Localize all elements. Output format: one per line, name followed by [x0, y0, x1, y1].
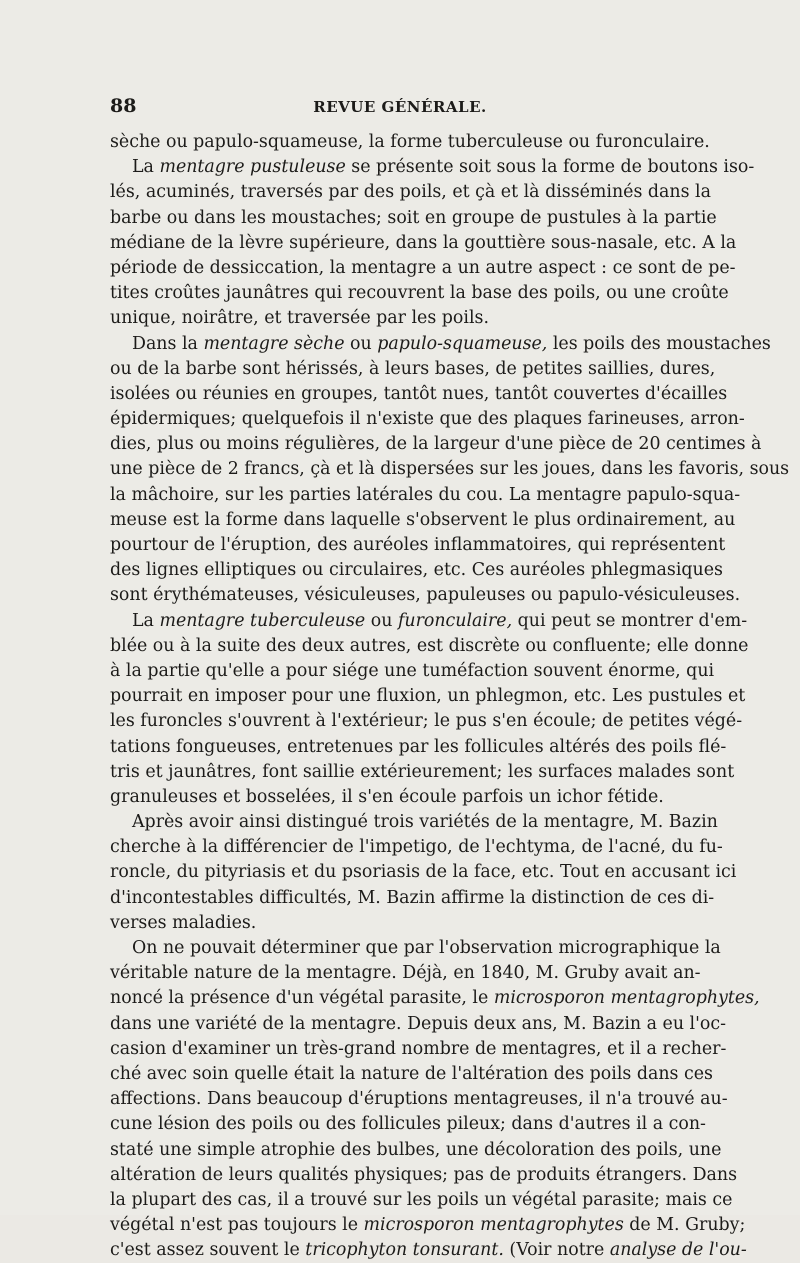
text-segment: c'est assez souvent le [110, 1240, 306, 1261]
text-segment: cune lésion des poils ou des follicules pileux; dans d'autres il a con- [110, 1114, 706, 1135]
text-line [110, 886, 715, 911]
text-segment: tris et jaunâtres, font saillie extérieurement; les surfaces malades sont [110, 761, 735, 782]
text-line [110, 256, 736, 281]
text-segment: les furoncles s'ouvrent à l'extérieur; le pus s'en écoule; de petites végé- [110, 711, 743, 732]
italic-term: analyse de l'ou- [609, 1240, 747, 1261]
text-segment: verses maladies. [110, 912, 257, 933]
text-line [110, 1012, 726, 1037]
text-line [110, 533, 726, 558]
text-segment: de M. Gruby; [623, 1215, 746, 1236]
text-segment: à la partie qu'elle a pour siége une tuméfaction souvent énorme, qui [110, 660, 715, 681]
text-line [110, 609, 748, 634]
text-line [110, 407, 745, 432]
text-line [110, 936, 721, 961]
text-line [110, 1163, 738, 1188]
text-segment: ou [344, 333, 378, 354]
text-segment: (Voir notre [503, 1240, 610, 1261]
text-line [110, 986, 760, 1011]
text-line [110, 860, 737, 885]
text-segment: les poils des moustaches [547, 333, 771, 354]
text-segment: roncle, du pityriasis et du psoriasis de la face, etc. Tout en accusant ici [110, 862, 737, 883]
text-segment: noncé la présence d'un végétal parasite, le [110, 988, 494, 1009]
text-segment: végétal n'est pas toujours le [110, 1215, 364, 1236]
text-line [110, 281, 729, 306]
text-segment: cherche à la différencier de l'impetigo, de l'echtyma, de l'acné, du fu- [110, 837, 723, 858]
text-line [110, 684, 746, 709]
text-line [110, 231, 737, 256]
text-line [110, 130, 710, 155]
text-segment: altération de leurs qualités physiques; pas de produits étrangers. Dans [110, 1164, 738, 1185]
page-header [110, 95, 690, 121]
text-line [110, 785, 690, 810]
text-segment: Après avoir ainsi distingué trois variétés de la mentagre, M. Bazin [132, 812, 718, 833]
text-segment: ché avec soin quelle était la nature de l'altération des poils dans ces [110, 1063, 713, 1084]
text-segment: casion d'examiner un très-grand nombre de mentagres, et il a recher- [110, 1038, 727, 1059]
text-segment: dans une variété de la mentagre. Depuis deux ans, M. Bazin a eu l'oc- [110, 1013, 726, 1034]
text-segment: unique, noirâtre, et traversée par les poils. [110, 308, 489, 329]
text-line [110, 306, 690, 331]
text-segment: Dans la [132, 333, 204, 354]
text-segment: se présente soit sous la forme de boutons iso- [345, 157, 755, 178]
text-segment: sèche ou papulo-squameuse, la forme tuberculeuse ou furonculaire. [110, 132, 710, 152]
text-segment: La [132, 610, 160, 631]
text-segment: médiane de la lèvre supérieure, dans la gouttière sous-nasale, etc. A la [110, 232, 737, 253]
text-segment: On ne pouvait déterminer que par l'observation micrographique la [132, 938, 721, 958]
text-line [110, 332, 771, 357]
text-segment: staté une simple atrophie des bulbes, une décoloration des poils, une [110, 1139, 722, 1160]
text-line [110, 961, 701, 986]
text-segment: tations fongueuses, entretenues par les follicules altérés des poils flé- [110, 736, 727, 757]
italic-term: mentagre pustuleuse [159, 157, 346, 178]
text-line [110, 382, 728, 407]
text-segment: pourtour de l'éruption, des auréoles inflammatoires, qui représentent [110, 535, 726, 555]
text-segment: véritable nature de la mentagre. Déjà, en 1840, M. Gruby avait an- [110, 963, 701, 984]
text-line [110, 760, 735, 785]
text-segment: pourrait en imposer pour une fluxion, un phlegmon, etc. Les pustules et [110, 686, 746, 707]
text-line [110, 180, 711, 205]
text-segment: ou [365, 610, 398, 631]
text-segment: granuleuses et bosselées, il s'en écoule parfois un ichor fétide. [110, 786, 664, 807]
text-segment: des lignes elliptiques ou circulaires, etc. Ces auréoles phlegmasiques [110, 560, 723, 581]
text-line [110, 659, 715, 684]
text-line [110, 1188, 733, 1213]
text-segment: La [132, 157, 160, 178]
text-line [110, 1138, 722, 1163]
text-line [110, 1062, 713, 1087]
text-segment: blée ou à la suite des deux autres, est discrète ou confluente; elle donne [110, 635, 749, 656]
text-segment: barbe ou dans les moustaches; soit en groupe de pustules à la partie [110, 207, 717, 228]
text-segment: sont érythémateuses, vésiculeuses, papuleuses ou papulo-vésiculeuses. [110, 585, 741, 606]
text-line [110, 206, 717, 231]
text-line [110, 483, 741, 508]
italic-term: mentagre tuberculeuse [159, 610, 366, 631]
text-line [110, 1238, 747, 1263]
text-segment: la mâchoire, sur les parties latérales du cou. La mentagre papulo-squa- [110, 484, 741, 505]
text-line [110, 155, 755, 180]
text-line [110, 583, 741, 608]
text-line [110, 911, 690, 936]
italic-term: mentagre sèche [203, 333, 345, 354]
text-segment: ou de la barbe sont hérissés, à leurs bases, de petites saillies, dures, [110, 358, 716, 379]
text-segment: lés, acuminés, traversés par des poils, et çà et là disséminés dans la [110, 182, 711, 203]
text-segment: isolées ou réunies en groupes, tantôt nues, tantôt couvertes d'écailles [110, 383, 728, 404]
text-segment: dies, plus ou moins régulières, de la largeur d'une pièce de 20 centimes à [110, 434, 762, 455]
text-line [110, 1087, 728, 1112]
text-segment: la plupart des cas, il a trouvé sur les poils un végétal parasite; mais ce [110, 1189, 733, 1210]
text-segment: une pièce de 2 francs, çà et là dispersées sur les joues, dans les favoris, sous [110, 459, 790, 480]
text-line [110, 432, 762, 457]
running-title: REVUE GÉNÉRALE. [313, 98, 487, 116]
italic-term: furonculaire, [397, 610, 513, 631]
text-segment: qui peut se montrer d'em- [512, 610, 748, 631]
text-line [110, 1213, 746, 1238]
page-number: 88 [110, 95, 137, 117]
text-line [110, 558, 723, 583]
italic-term: tricophyton tonsurant. [305, 1240, 504, 1261]
text-line [110, 634, 749, 659]
text-segment: épidermiques; quelquefois il n'existe que des plaques farineuses, arron- [110, 409, 745, 430]
text-line [110, 810, 718, 835]
text-segment: affections. Dans beaucoup d'éruptions mentagreuses, il n'a trouvé au- [110, 1089, 728, 1110]
italic-term: microsporon mentagrophytes, [493, 988, 760, 1009]
text-line [110, 709, 743, 734]
text-line [110, 457, 790, 482]
italic-term: papulo-squameuse, [377, 333, 548, 354]
text-line [110, 835, 723, 860]
text-segment: période de dessiccation, la mentagre a un autre aspect : ce sont de pe- [110, 257, 736, 278]
text-line [110, 508, 736, 533]
text-segment: meuse est la forme dans laquelle s'observent le plus ordinairement, au [110, 509, 736, 530]
italic-term: microsporon mentagrophytes [363, 1215, 624, 1236]
text-line [110, 735, 727, 760]
text-segment: tites croûtes jaunâtres qui recouvrent la base des poils, ou une croûte [110, 283, 729, 304]
body-text [110, 130, 790, 1263]
text-line [110, 1112, 706, 1137]
text-line [110, 1037, 727, 1062]
text-line [110, 357, 716, 382]
text-segment: d'incontestables difficultés, M. Bazin affirme la distinction de ces di- [110, 887, 715, 908]
